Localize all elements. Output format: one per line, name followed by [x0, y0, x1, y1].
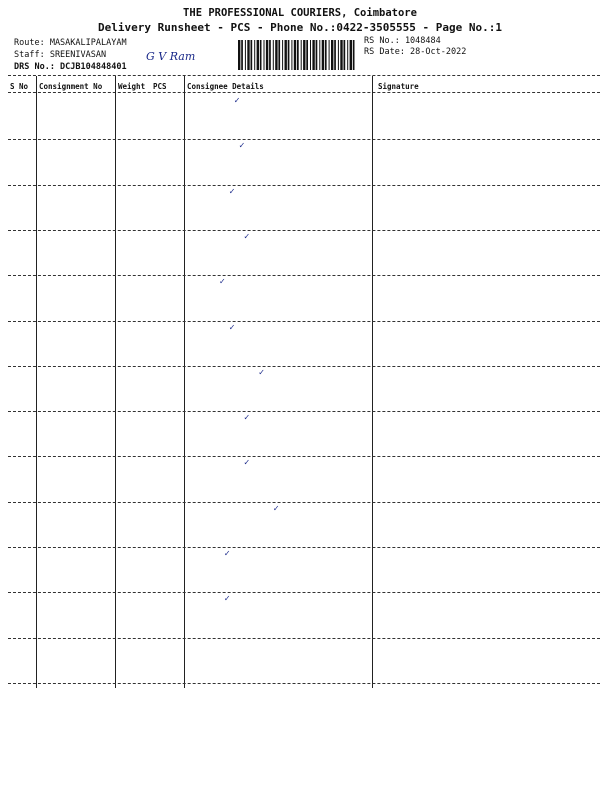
- tick-mark-icon: ✓: [229, 323, 235, 333]
- drs-label: DRS No.: DCJB104848401: [14, 62, 127, 72]
- tick-mark-icon: ✓: [219, 277, 225, 287]
- header-divider: [8, 75, 600, 76]
- table-row: [0, 504, 600, 549]
- row-divider: [8, 139, 600, 140]
- tick-mark-icon: ✓: [224, 549, 230, 559]
- tick-mark-icon: ✓: [244, 458, 250, 468]
- col-signature: Signature: [378, 82, 419, 91]
- barcode: [238, 40, 358, 70]
- col-sno: S No: [10, 82, 29, 91]
- company-title: THE PROFESSIONAL COURIERS, Coimbatore: [183, 7, 417, 19]
- tick-mark-icon: ✓: [234, 96, 240, 106]
- row-divider: [8, 683, 600, 684]
- handwritten-note: G V Ram: [146, 50, 196, 63]
- row-divider: [8, 366, 600, 367]
- runsheet-title: Delivery Runsheet - PCS - Phone No.:0422-3505555 - Page No.:1: [98, 21, 502, 34]
- row-divider: [8, 456, 600, 457]
- row-divider: [8, 502, 600, 503]
- table-row: [0, 187, 600, 232]
- table-row: [0, 368, 600, 413]
- staff-label: Staff: SREENIVASAN: [14, 50, 107, 60]
- col-weight: Weight: [118, 82, 146, 91]
- col-consignee: Consignee Details: [187, 82, 264, 91]
- col-pcs: PCS: [153, 82, 167, 91]
- row-divider: [8, 547, 600, 548]
- table-row: [0, 232, 600, 277]
- tick-mark-icon: ✓: [244, 232, 250, 242]
- tick-mark-icon: ✓: [239, 141, 245, 151]
- table-row: [0, 413, 600, 458]
- rs-number: RS No.: 1048484: [364, 36, 441, 46]
- column-header-divider: [8, 92, 600, 93]
- route-label: Route: MASAKALIPALAYAM: [14, 38, 127, 48]
- table-row: [0, 277, 600, 322]
- row-divider: [8, 592, 600, 593]
- row-divider: [8, 321, 600, 322]
- table-row: [0, 594, 600, 639]
- tick-mark-icon: ✓: [229, 187, 235, 197]
- tick-mark-icon: ✓: [244, 413, 250, 423]
- tick-mark-icon: ✓: [258, 368, 265, 378]
- rs-date: RS Date: 28-Oct-2022: [364, 47, 467, 57]
- table-row: [0, 640, 600, 685]
- row-divider: [8, 230, 600, 231]
- table-row: [0, 549, 600, 594]
- tick-mark-icon: ✓: [273, 504, 279, 514]
- table-row: [0, 96, 600, 141]
- table-row: [0, 141, 600, 186]
- table-row: [0, 323, 600, 368]
- row-divider: [8, 185, 600, 186]
- table-row: [0, 458, 600, 503]
- tick-mark-icon: ✓: [224, 594, 230, 604]
- row-divider: [8, 638, 600, 639]
- col-consignment: Consignment No: [39, 82, 103, 91]
- row-divider: [8, 275, 600, 276]
- row-divider: [8, 411, 600, 412]
